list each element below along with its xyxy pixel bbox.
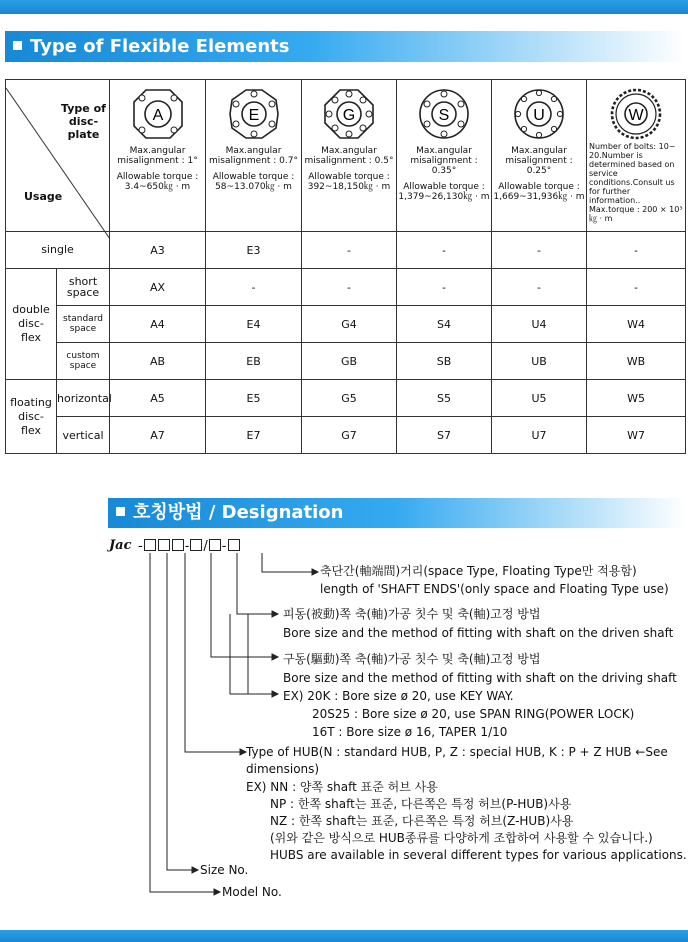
svg-text:G: G <box>342 107 356 124</box>
hub-type-line1: Type of HUB(N : standard HUB, P, Z : special HUB, K : P + Z HUB ←See <box>246 745 668 759</box>
type-u-header: U Max.angular misalignment : 0.25° Allowable torque : 1,669~31,936㎏ · m <box>492 80 587 232</box>
designation-code-boxes: - - / - <box>138 539 241 554</box>
driving-en: Bore size and the method of fitting with shaft on the driving shaft <box>283 671 677 685</box>
space-en: length of 'SHAFT ENDS'(only space and Floating Type use) <box>320 582 669 596</box>
hub-type-line2: dimensions) <box>246 762 320 776</box>
double-disc-flex-label: double disc- flex <box>6 269 57 380</box>
corner-type-label: Type of disc-plate <box>61 102 106 141</box>
space-kr: 축단간(軸端間)거리(space Type, Floating Type만 적용함) <box>320 564 637 578</box>
hub-example-2: NP : 한쪽 shaft는 표준, 다른쪽은 특정 허브(P-HUB)사용 <box>270 797 572 811</box>
svg-text:A: A <box>152 107 163 124</box>
designation-prefix: Jac <box>109 538 132 553</box>
bore-example-3: 16T : Bore size ø 16, TAPER 1/10 <box>312 725 508 739</box>
svg-text:E: E <box>248 107 259 124</box>
model-no-label: Model No. <box>222 885 282 899</box>
size-no-label: Size No. <box>200 863 249 877</box>
type-w-note: Number of bolts: 10~ 20.Number is determined based on service conditions.Consult us for further information.. Max.torque : 200 × 10³ ㎏ · m <box>589 142 683 223</box>
hub-example-3: NZ : 한쪽 shaft는 표준, 다른쪽은 특정 허브(Z-HUB)사용 <box>270 814 574 828</box>
corner-usage-label: Usage <box>24 190 63 203</box>
section-title-flexible-elements: Type of Flexible Elements <box>5 31 686 62</box>
driving-kr: 구동(驅動)쪽 축(軸)가공 칫수 및 축(軸)고정 방법 <box>283 652 541 666</box>
type-s-header: S Max.angular misalignment : 0.35° Allowable torque : 1,379~26,130㎏ · m <box>397 80 492 232</box>
type-g-header: G Max.angular misalignment : 0.5° Allowable torque : 392~18,150㎏ · m <box>302 80 397 232</box>
hub-note-kr: (위와 같은 방식으로 HUB종류를 다양하게 조합하여 사용할 수 있습니다.) <box>270 831 653 845</box>
floating-disc-flex-label: floating disc- flex <box>6 380 57 454</box>
section-title-designation: 호칭방법 / Designation <box>108 498 686 528</box>
bore-example-1: EX) 20K : Bore size ø 20, use KEY WAY. <box>283 689 514 703</box>
driven-kr: 피동(被動)쪽 축(軸)가공 칫수 및 축(軸)고정 방법 <box>283 607 541 621</box>
driven-en: Bore size and the method of fitting with shaft on the driven shaft <box>283 626 674 640</box>
hub-note-en: HUBS are available in several different types for various applications. <box>270 848 687 862</box>
svg-text:W: W <box>628 107 644 124</box>
svg-text:S: S <box>438 107 450 124</box>
svg-text:U: U <box>533 107 545 124</box>
table-row-vertical: vertical A7 E7 G7 S7 U7 W7 <box>6 417 686 454</box>
hub-example-1: EX) NN : 양쪽 shaft 표준 허브 사용 <box>246 780 438 794</box>
table-row-standard-space: standard space A4 E4 G4 S4 U4 W4 <box>6 306 686 343</box>
table-row-short-space: double disc- flex short space AX - - - - - <box>6 269 686 306</box>
bottom-bar <box>0 930 688 942</box>
table-row-horizontal: floating disc- flex horizontal A5 E5 G5 S5 U5 W5 <box>6 380 686 417</box>
table-row-custom-space: custom space AB EB GB SB UB WB <box>6 343 686 380</box>
table-row-single: single A3 E3 - - - - <box>6 232 686 269</box>
bore-example-2: 20S25 : Bore size ø 20, use SPAN RING(POWER LOCK) <box>312 707 635 721</box>
type-e-header: E Max.angular misalignment : 0.7° Allowable torque : 58~13.070㎏ · m <box>206 80 302 232</box>
type-a-header: A Max.angular misalignment : 1° Allowable torque : 3.4~650㎏ · m <box>110 80 206 232</box>
